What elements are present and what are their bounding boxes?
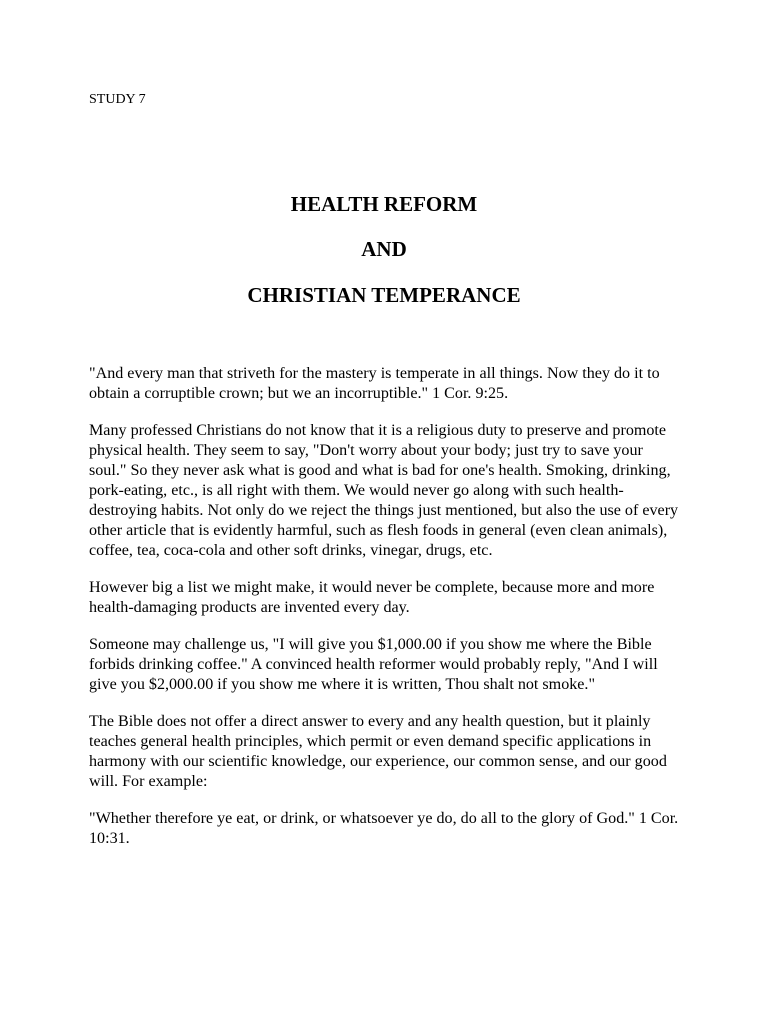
study-label: STUDY 7 — [89, 92, 146, 107]
body-text — [89, 364, 681, 866]
title-line-3: CHRISTIAN TEMPERANCE — [247, 283, 521, 307]
paragraph-challenge: Someone may challenge us, "I will give you $1,000.00 if you show me where the Bible forbids drinking coffee." A convinced health reformer would probably reply, "And I will give you $2,000.00 if you show me where it is written, Thou shalt not smoke." — [89, 636, 658, 693]
paragraph-professed-christians: Many professed Christians do not know that it is a religious duty to preserve and promote physical health. They seem to say, "Don't worry about your body; just try to save your soul." So they never ask what is good and what is bad for one's health. Smoking, drinking, pork-eating, etc., is all right with them. We would never go along with such health-destroying habits. Not only do we reject the things just mentioned, but also the use of every other article that is evidently harmful, such as flesh foods in general (even clean animals), coffee, tea, coca-cola and other soft drinks, vinegar, drugs, etc. — [89, 422, 679, 559]
title-line-1: HEALTH REFORM — [290, 192, 478, 216]
paragraph-scripture-quote: "And every man that striveth for the mastery is temperate in all things. Now they do it to obtain a corruptible crown; but we an incorruptible." 1 Cor. 9:25. — [89, 365, 660, 402]
paragraph-glory-of-god: "Whether therefore ye eat, or drink, or whatsoever ye do, do all to the glory of God." 1 Cor. 10:31. — [89, 810, 679, 847]
paragraph-list-incomplete: However big a list we might make, it would never be complete, because more and more health-damaging products are invented every day. — [89, 579, 655, 616]
paragraph-bible-principles: The Bible does not offer a direct answer to every and any health question, but it plainly teaches general health principles, which permit or even demand specific applications in harmony with our scientific knowledge, our experience, our common sense, and our good will. For example: — [89, 713, 667, 790]
title-line-2: AND — [361, 237, 407, 261]
